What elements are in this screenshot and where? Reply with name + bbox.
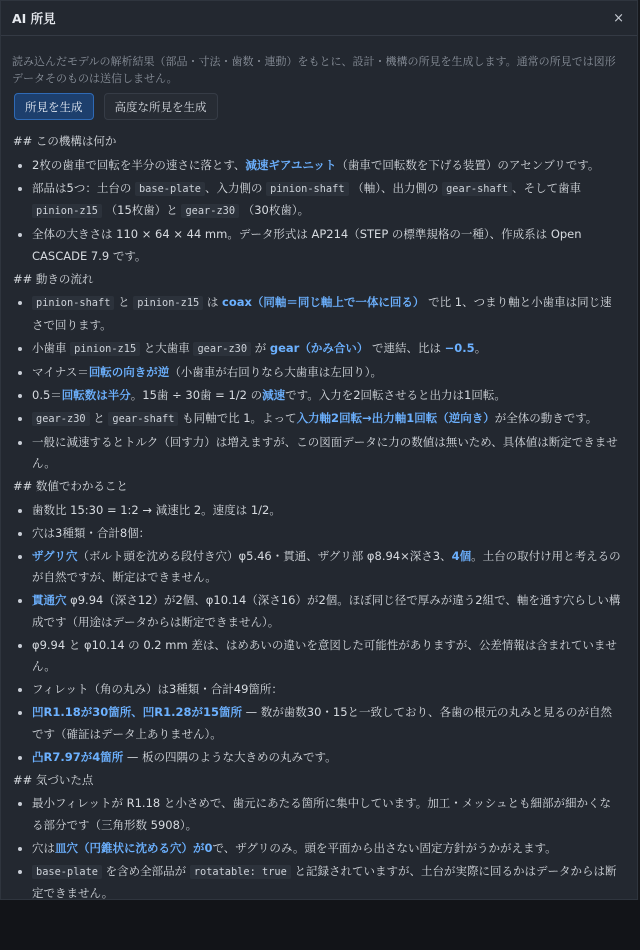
section-heading-observations: ## 気づいた点: [13, 772, 94, 787]
background-strip: [0, 900, 640, 950]
motion-list: [13, 292, 626, 475]
dialog-title: AI 所見: [12, 11, 56, 26]
code-term: rotatable: true: [190, 865, 291, 879]
advanced-findings-button[interactable]: 高度な所見を生成: [104, 93, 218, 120]
findings-report: [1, 120, 637, 900]
list-item: • pinion-shaft と pinion-z15 は coax（同軸＝同じ軸上で一体に回る） で比 1、つまり軸と小歯車は同じ速さで回ります。: [32, 292, 626, 336]
list-item: • 小歯車 pinion-z15 と大歯車 gear-z30 が gear（かみ合い） で連結、比は −0.5。: [32, 338, 626, 361]
observations-list: [13, 793, 626, 900]
list-item: • 全体の大きさは 110 × 64 × 44 mm。データ形式は AP214（STEP の標準規格の一種）、作成系は Open CASCADE 7.9 です。: [32, 224, 626, 267]
list-item: • 凹R1.18が30箇所、凹R1.28が15箇所 — 数が歯数30・15と一致しており、各歯の根元の丸みと見るのが自然です（確証はデータ上ありません）。: [32, 702, 626, 745]
list-item: • 穴は3種類・合計8個：: [32, 523, 626, 545]
list-item: • 最小フィレットが R1.18 と小さめで、歯元にあたる箇所に集中しています。加工・メッシュとも細部が細かくなる部分です（三角形数 5908）。: [32, 793, 626, 836]
code-term: gear-shaft: [108, 412, 178, 426]
section-heading-mechanism: ## この機構は何か: [13, 134, 117, 148]
list-item: • 歯数比 15:30 = 1:2 → 減速比 2。速度は 1/2。: [32, 500, 626, 522]
generate-findings-button[interactable]: 所見を生成: [14, 93, 94, 120]
action-buttons: [1, 87, 637, 120]
list-item: • ザグリ穴（ボルト頭を沈める段付き穴）φ5.46・貫通、ザグリ部 φ8.94×深さ3、4個。土台の取付け用と考えるのが自然ですが、断定はできません。: [32, 546, 626, 589]
code-term: pinion-z15: [32, 204, 102, 218]
mechanism-list: [13, 155, 626, 268]
close-icon[interactable]: ×: [613, 10, 624, 26]
list-item: • 穴は皿穴（円錐状に沈める穴）が0で、ザグリのみ。頭を平面から出さない固定方針がうかがえます。: [32, 838, 626, 860]
code-term: gear-shaft: [442, 182, 512, 196]
code-term: base-plate: [32, 865, 102, 879]
list-item: • マイナス＝回転の向きが逆（小歯車が右回りなら大歯車は左回り）。: [32, 362, 626, 384]
list-item: • φ9.94 と φ10.14 の 0.2 mm 差は、はめあいの違いを意図した可能性がありますが、公差情報は含まれていません。: [32, 635, 626, 678]
section-heading-motion: ## 動きの流れ: [13, 271, 94, 286]
code-term: pinion-z15: [133, 296, 203, 310]
list-item: • 貫通穴 φ9.94（深さ12）が2個、φ10.14（深さ16）が2個。ほぼ同じ径で厚みが違う2組で、軸を通す穴らしい構成です（用途はデータからは断定できません）。: [32, 590, 626, 633]
numbers-list: [13, 500, 626, 769]
code-term: pinion-shaft: [32, 296, 114, 310]
code-term: pinion-z15: [70, 342, 140, 356]
code-term: gear-z30: [32, 412, 90, 426]
dialog-description: 読み込んだモデルの解析結果（部品・寸法・歯数・連動）をもとに、設計・機構の所見を生成します。通常の所見では図形データそのものは送信しません。: [12, 55, 616, 85]
list-item: • 0.5＝回転数は半分。15歯 ÷ 30歯 = 1/2 の減速です。入力を2回転させると出力は1回転。: [32, 385, 626, 407]
code-term: gear-z30: [193, 342, 251, 356]
code-term: pinion-shaft: [266, 182, 348, 196]
dialog-titlebar: [1, 1, 637, 36]
code-term: gear-z30: [181, 204, 239, 218]
list-item: • 2枚の歯車で回転を半分の速さに落とす、減速ギアユニット（歯車で回転数を下げる装置）のアセンブリです。: [32, 155, 626, 177]
section-heading-numbers: ## 数値でわかること: [13, 479, 128, 493]
list-item: • フィレット（角の丸み）は3種類・合計49箇所：: [32, 679, 626, 701]
list-item: • 部品は5つ：土台の base-plate 、入力側の pinion-shaft （軸）、出力側の gear-shaft 、そして歯車 pinion-z15 （15枚歯）と gear-z30 （30枚歯）。: [32, 178, 626, 223]
list-item: • base-plate を含め全部品が rotatable: true と記録されていますが、土台が実際に回るかはデータからは断定できません。: [32, 861, 626, 901]
list-item: • 一般に減速するとトルク（回す力）は増えますが、この図面データに力の数値は無いため、具体値は断定できません。: [32, 432, 626, 475]
list-item: • gear-z30 と gear-shaft も同軸で比 1。よって入力軸2回転→出力軸1回転（逆向き）が全体の動きです。: [32, 408, 626, 431]
list-item: • 凸R7.97が4箇所 — 板の四隅のような大きめの丸みです。: [32, 747, 626, 769]
code-term: base-plate: [135, 182, 205, 196]
